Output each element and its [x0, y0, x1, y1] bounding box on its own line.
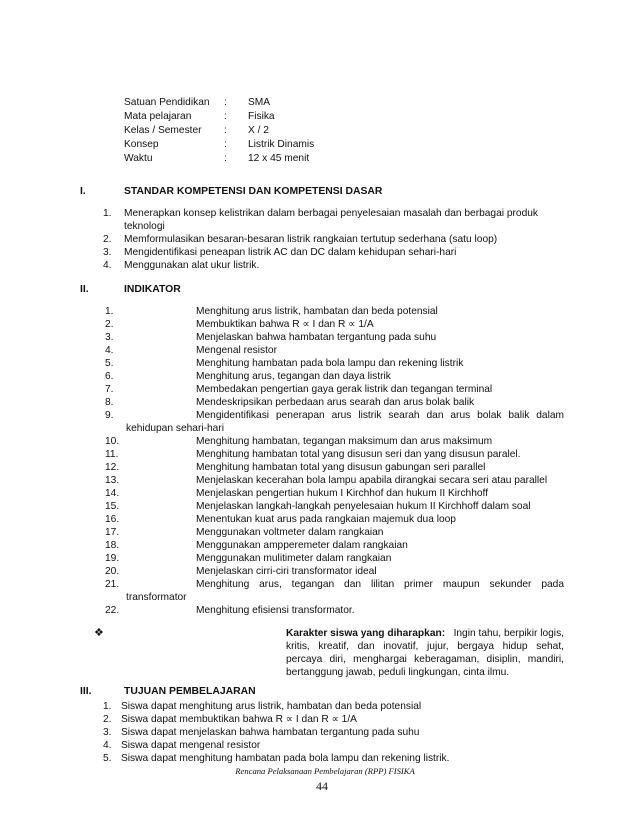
indikator-item-7: Membedakan pengertian gaya gerak listrik dan tegangan terminal [196, 384, 493, 395]
sk-item-3: Mengidentifikasi peneapan listrik AC dan DC dalam kehidupan sehari-hari [124, 247, 457, 258]
indikator-item-10: Menghitung hambatan, tegangan maksimum dan arus maksimum [196, 436, 493, 447]
identity-value-1: SMA [248, 97, 271, 108]
indikator-number-5: 5. [105, 358, 114, 369]
indikator-item-4: Mengenal resistor [196, 345, 277, 356]
sk-number-3: 3. [103, 247, 112, 258]
identity-value-4: Listrik Dinamis [248, 139, 315, 150]
sk-item-1: Menerapkan konsep kelistrikan dalam berbagai penyelesaian masalah dan berbagai produk [124, 208, 538, 219]
sk-item-2: Memformulasikan besaran-besaran listrik rangkaian tertutup sederhana (satu loop) [124, 234, 498, 245]
karakter-line-1: Ingin tahu, berpikir logis, [453, 628, 564, 639]
karakter-line-4: bertanggung jawab, peduli lingkungan, cinta ilmu. [286, 667, 510, 678]
sk-number-1: 1. [103, 208, 112, 219]
page-number: 44 [316, 779, 328, 793]
indikator-number-11: 11. [105, 449, 119, 460]
identity-label-3: Kelas / Semester [124, 125, 202, 136]
sk-number-2: 2. [103, 234, 112, 245]
indikator-number-12: 12. [105, 462, 120, 473]
identity-sep-3: : [224, 125, 227, 136]
indikator-item-22: Menghitung efisiensi transformator. [196, 605, 355, 616]
identity-value-5: 12 x 45 menit [248, 153, 310, 164]
identity-label-1: Satuan Pendidikan [124, 97, 210, 108]
indikator-item-20: Menjelaskan cirri-ciri transformator ideal [196, 566, 377, 577]
section3-number: III. [80, 686, 92, 697]
indikator-item-12: Menghitung hambatan total yang disusun gabungan seri parallel [196, 462, 486, 473]
indikator-number-13: 13. [105, 475, 120, 486]
identity-sep-5: : [224, 153, 227, 164]
sk-item-4: Menggunakan alat ukur listrik. [124, 260, 260, 271]
tujuan-item-4: Siswa dapat mengenal resistor [121, 740, 261, 751]
indikator-item-11: Menghitung hambatan total yang disusun seri dan yang disusun paralel. [196, 449, 521, 460]
tujuan-number-3: 3. [103, 727, 112, 738]
section1-number: I. [80, 186, 86, 197]
indikator-number-21: 21. [105, 579, 120, 590]
section3-title: TUJUAN PEMBELAJARAN [124, 686, 256, 697]
tujuan-item-2: Siswa dapat membuktikan bahwa R ∝ I dan R ∝ 1/A [121, 714, 357, 725]
indikator-number-2: 2. [105, 319, 114, 330]
indikator-number-15: 15. [105, 501, 120, 512]
identity-value-3: X / 2 [248, 125, 269, 136]
section2-title: INDIKATOR [124, 284, 181, 295]
indikator-number-18: 18. [105, 540, 120, 551]
indikator-item-9-cont: kehidupan sehari-hari [126, 423, 224, 434]
indikator-item-1: Menghitung arus listrik, hambatan dan beda potensial [196, 306, 438, 317]
indikator-number-17: 17. [105, 527, 120, 538]
indikator-number-19: 19. [105, 553, 120, 564]
indikator-number-1: 1. [105, 306, 114, 317]
sk-number-4: 4. [103, 260, 112, 271]
indikator-item-9: Mengidentifikasi penerapan arus listrik searah dan arus bolak balik dalam [196, 410, 564, 421]
indikator-number-14: 14. [105, 488, 120, 499]
diamond-bullet-icon: ❖ [94, 627, 104, 639]
indikator-item-8: Mendeskripsikan perbedaan arus searah dan arus bolak balik [196, 397, 475, 408]
indikator-number-4: 4. [105, 345, 114, 356]
identity-sep-1: : [224, 97, 227, 108]
indikator-number-9: 9. [105, 410, 114, 421]
tujuan-number-4: 4. [103, 740, 112, 751]
section2-number: II. [80, 284, 89, 295]
karakter-line-3: percaya diri, menghargai keberagaman, disiplin, mandiri, [286, 654, 564, 665]
indikator-number-22: 22. [105, 605, 120, 616]
indikator-number-20: 20. [105, 566, 120, 577]
identity-label-2: Mata pelajaran [124, 111, 192, 122]
tujuan-number-2: 2. [103, 714, 112, 725]
tujuan-number-1: 1. [103, 701, 112, 712]
indikator-item-15: Menjelaskan langkah-langkah penyelesaian hukum II Kirchhoff dalam soal [196, 501, 531, 512]
indikator-item-21-cont: transformator [126, 592, 187, 603]
footer-caption: Rencana Pelaksanaan Pembelajaran (RPP) FISIKA [235, 766, 415, 776]
sk-item-1-cont: teknologi [124, 221, 165, 232]
indikator-number-10: 10. [105, 436, 120, 447]
indikator-item-6: Menghitung arus, tegangan dan daya listrik [196, 371, 391, 382]
section1-title: STANDAR KOMPETENSI DAN KOMPETENSI DASAR [124, 186, 383, 197]
indikator-item-17: Menggunakan voltmeter dalam rangkaian [196, 527, 384, 538]
indikator-item-5: Menghitung hambatan pada bola lampu dan rekening listrik [196, 358, 464, 369]
indikator-item-13: Menjelaskan kecerahan bola lampu apabila dirangkai secara seri atau parallel [196, 475, 548, 486]
indikator-item-2: Membuktikan bahwa R ∝ I dan R ∝ 1/A [196, 319, 374, 330]
indikator-number-3: 3. [105, 332, 114, 343]
indikator-item-3: Menjelaskan bahwa hambatan tergantung pada suhu [196, 332, 437, 343]
indikator-number-8: 8. [105, 397, 114, 408]
identity-label-5: Waktu [124, 153, 153, 164]
indikator-number-16: 16. [105, 514, 120, 525]
identity-value-2: Fisika [248, 111, 275, 122]
indikator-item-18: Menggunakan ampperemeter dalam rangkaian [196, 540, 408, 551]
indikator-item-21: Menghitung arus, tegangan dan lilitan primer maupun sekunder pada [196, 579, 564, 590]
tujuan-number-5: 5. [103, 753, 112, 764]
karakter-line-2: kritis, kreatif, dan inovatif, jujur, bergaya hidup sehat, [286, 641, 564, 652]
indikator-number-6: 6. [105, 371, 114, 382]
tujuan-item-3: Siswa dapat menjelaskan bahwa hambatan tergantung pada suhu [121, 727, 420, 738]
indikator-item-19: Menggunakan mulitimeter dalam rangkaian [196, 553, 392, 564]
identity-sep-2: : [224, 111, 227, 122]
karakter-first-line [286, 627, 564, 640]
karakter-label: Karakter siswa yang diharapkan: [286, 628, 446, 639]
identity-label-4: Konsep [124, 139, 159, 150]
identity-sep-4: : [224, 139, 227, 150]
tujuan-item-1: Siswa dapat menghitung arus listrik, hambatan dan beda potensial [121, 701, 422, 712]
indikator-item-14: Menjelaskan pengertian hukum I Kirchhof dan hukum II Kirchhoff [196, 488, 489, 499]
tujuan-item-5: Siswa dapat menghitung hambatan pada bola lampu dan rekening listrik. [121, 753, 450, 764]
indikator-number-7: 7. [105, 384, 114, 395]
indikator-item-16: Menentukan kuat arus pada rangkaian majemuk dua loop [196, 514, 456, 525]
